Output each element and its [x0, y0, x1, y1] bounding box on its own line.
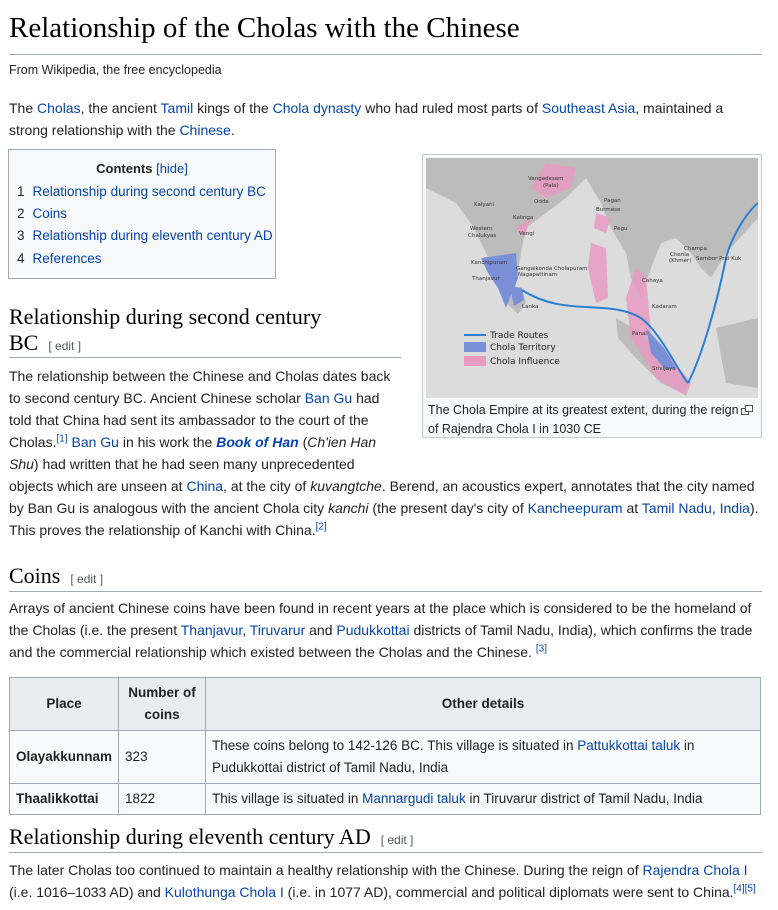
link-southeast-asia[interactable]: Southeast Asia [541, 100, 636, 116]
link-tamil[interactable]: Tamil [160, 100, 194, 116]
link-pattukkottai-taluk[interactable]: Pattukkottai taluk [577, 738, 681, 753]
svg-text:Kalyani: Kalyani [474, 202, 495, 208]
toc-hide-link[interactable]: [hide] [156, 161, 188, 176]
svg-text:Chola Influence: Chola Influence [490, 357, 560, 367]
toc-item[interactable]: 4 References [17, 251, 102, 266]
link-china[interactable]: China [186, 478, 224, 494]
toc-item[interactable]: 1 Relationship during second century BC [17, 184, 266, 199]
section-divider [9, 357, 401, 358]
section-divider [9, 591, 762, 592]
table-of-contents [8, 149, 276, 279]
svg-text:Pagan: Pagan [604, 198, 621, 204]
svg-text:Sambor Prei Kuk: Sambor Prei Kuk [696, 256, 742, 262]
link-rajendra-chola[interactable]: Rajendra Chola I [642, 862, 748, 878]
second-century-paragraph: The relationship between the Chinese and Cholas dates back to second century BC. Ancient Chinese scholar Ban Gu had told that China had sent its ambassador to the court of the Cholas.[1] Ban Gu in his work the Book of Han (Ch'ien Han Shu) had written that he had seen many unprecedented objects which are unseen at China, at the city of kuvangtche. Berend, an acoustics expert, annotates that the city named by Ban Gu is analogous with the ancient Chola city kanchi (the present day's city of Kancheepuram at Tamil Nadu, India). This proves the relationship of Kanchi with China.[2] [9, 368, 759, 538]
link-tamil-nadu[interactable]: Tamil Nadu [641, 500, 712, 516]
edit-link[interactable]: [ edit ] [48, 339, 82, 353]
table-row [10, 731, 761, 784]
column-header: Place [10, 678, 119, 731]
link-pudukkottai[interactable]: Pudukkottai [336, 622, 410, 638]
cell-details: This village is situated in Mannargudi taluk in Tiruvarur district of Tamil Nadu, India [206, 784, 761, 815]
map-caption: The Chola Empire at its greatest extent, during the reign of Rajendra Chola I in 1030 CE [428, 403, 739, 436]
link-tiruvarur[interactable]: Tiruvarur [249, 622, 306, 638]
link-ban-gu-2[interactable]: Ban Gu [71, 434, 119, 450]
ref-1[interactable]: [1] [56, 433, 68, 445]
toc-item[interactable]: 2 Coins [17, 206, 68, 221]
link-mannargudi-taluk[interactable]: Mannargudi taluk [362, 791, 466, 806]
svg-text:Srivijaya: Srivijaya [652, 366, 676, 372]
svg-text:Cahaya: Cahaya [642, 278, 663, 284]
svg-text:Pegu: Pegu [614, 226, 628, 232]
toc-title: Contents [hide] [96, 161, 188, 176]
link-ban-gu[interactable]: Ban Gu [304, 390, 353, 406]
coins-paragraph: Arrays of ancient Chinese coins have been found in recent years at the place which is considered to be the homeland of the Cholas (i.e. the present Thanjavur, Tiruvarur and Pudukkottai districts of Tamil Nadu, India), which confirms the trade and the commercial relationship which existed between the Cholas and the Chinese. [3] [9, 600, 753, 660]
link-india[interactable]: India [719, 500, 750, 516]
cell-details: These coins belong to 142-126 BC. This village is situated in Pattukkottai taluk in Pudukkottai district of Tamil Nadu, India [206, 731, 761, 784]
cell-place: Olayakkunnam [10, 731, 119, 784]
column-header: Number of coins [119, 678, 206, 731]
eleventh-century-paragraph: The later Cholas too continued to maintain a healthy relationship with the Chinese. During the reign of Rajendra Chola I (i.e. 1016–1033 AD) and Kulothunga Chola I (i.e. in 1077 AD), commercial and political diplomats were sent to China.[4][5] [9, 862, 756, 900]
ref-2[interactable]: [2] [315, 521, 327, 533]
cell-count: 323 [119, 731, 206, 784]
link-kulothunga-chola[interactable]: Kulothunga Chola I [164, 884, 284, 900]
svg-text:Lanka: Lanka [522, 304, 539, 310]
toc-item[interactable]: 3 Relationship during eleventh century AD [17, 228, 273, 243]
svg-text:Panai: Panai [632, 331, 647, 337]
svg-text:Kanchipuram: Kanchipuram [471, 260, 508, 266]
svg-text:Chola Territory: Chola Territory [490, 343, 556, 353]
tagline: From Wikipedia, the free encyclopedia [9, 63, 222, 77]
link-kancheepuram[interactable]: Kancheepuram [527, 500, 623, 516]
page-title: Relationship of the Cholas with the Chinese [9, 12, 520, 44]
section-heading-eleventh-century: Relationship during eleventh century AD [ edit ] [9, 824, 414, 849]
section-heading-coins: Coins [ edit ] [9, 563, 104, 588]
link-book-of-han[interactable]: Book of Han [216, 434, 299, 450]
table-header-row [10, 678, 761, 731]
link-chola-dynasty[interactable]: Chola dynasty [272, 100, 362, 116]
cell-place: Thaalikkottai [10, 784, 119, 815]
cell-count: 1822 [119, 784, 206, 815]
edit-link[interactable]: [ edit ] [380, 833, 414, 847]
svg-text:Kalinga: Kalinga [513, 215, 534, 221]
intro-paragraph: The Cholas, the ancient Tamil kings of the Chola dynasty who had ruled most parts of Southeast Asia, maintained a strong relationship with the Chinese. [9, 100, 724, 138]
ref-3[interactable]: [3] [535, 643, 547, 655]
svg-text:Odda: Odda [534, 199, 549, 205]
svg-text:Nagapattinam: Nagapattinam [518, 272, 558, 278]
title-divider [9, 54, 762, 55]
svg-text:Vangadesam: Vangadesam [528, 176, 564, 182]
link-chinese[interactable]: Chinese [179, 122, 231, 138]
link-thanjavur[interactable]: Thanjavur [180, 622, 243, 638]
svg-text:Burmese: Burmese [596, 207, 621, 213]
section-divider [9, 852, 762, 853]
svg-text:Thanjavur: Thanjavur [472, 276, 500, 282]
edit-link[interactable]: [ edit ] [70, 572, 104, 586]
svg-text:Champa: Champa [684, 246, 707, 252]
coins-table [9, 677, 761, 815]
svg-text:(Pala): (Pala) [543, 183, 559, 189]
table-row [10, 784, 761, 815]
svg-text:(Khmer): (Khmer) [669, 258, 692, 264]
ref-4-5[interactable]: [4][5] [733, 883, 756, 895]
svg-text:Kadaram: Kadaram [652, 304, 677, 310]
svg-text:Western: Western [470, 226, 493, 232]
svg-text:Trade Routes: Trade Routes [490, 331, 549, 341]
column-header: Other details [206, 678, 761, 731]
chola-empire-map[interactable] [426, 158, 758, 398]
svg-text:Gangaikonda Cholapuram: Gangaikonda Cholapuram [516, 266, 588, 272]
svg-text:Chalukyas: Chalukyas [468, 233, 497, 239]
link-cholas[interactable]: Cholas [37, 100, 81, 116]
section-heading-second-century: Relationship during second century BC [ edit ] [9, 304, 322, 355]
svg-text:Vengi: Vengi [519, 231, 535, 237]
svg-text:Chenla: Chenla [670, 252, 690, 258]
